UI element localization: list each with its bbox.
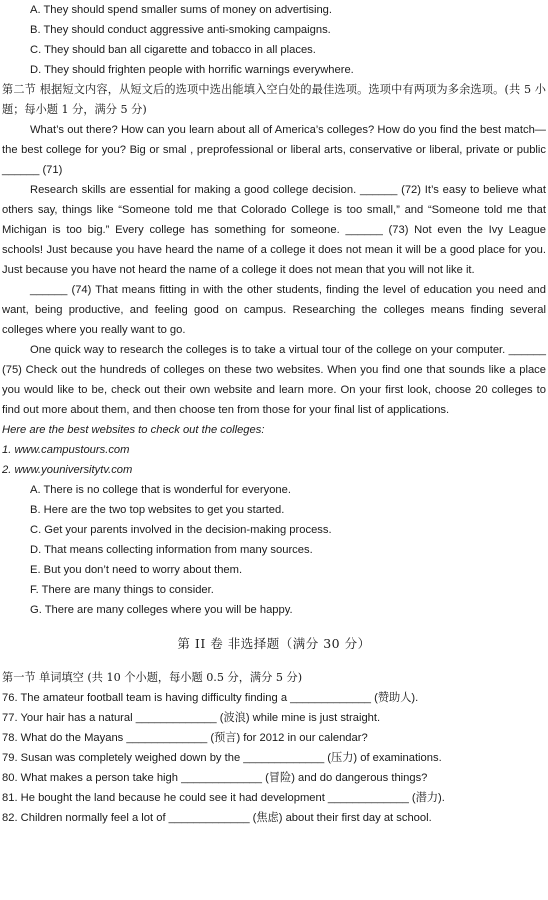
option-a: A. They should spend smaller sums of money on advertising. bbox=[30, 4, 333, 16]
websites-intro: Here are the best websites to check out the colleges: bbox=[2, 424, 265, 436]
website-2: 2. www.youniversitytv.com bbox=[2, 464, 133, 476]
passage-paragraph-4: One quick way to research the colleges is to take a virtual tour of the college on your computer. ______ (75) Check out the hundreds of colleges on these two websites. When you find one that sounds like a place you would like to be, check out their own website and learn more. On your first look, choose 20 colleges to find out more about them, and then choose ten from those for your final list of applications. bbox=[2, 344, 546, 416]
fill-item-80: 80. What makes a person take high _____________ (冒险) and do dangerous things? bbox=[2, 772, 428, 784]
section2-heading: 第二节 根据短文内容，从短文后的选项中选出能填入空白处的最佳选项。选项中有两项为多余选项。(共 5 小题；每小题 1 分，满分 5 分) bbox=[2, 83, 546, 116]
website-1: 1. www.campustours.com bbox=[2, 444, 130, 456]
passage-paragraph-1: What’s out there? How can you learn about all of America’s colleges? How do you find the best match—the best college for you? Big or smal , preprofessional or liberal arts, conservative or liberal, private or public ______ (71) bbox=[2, 124, 546, 176]
choice-a: A. There is no college that is wonderful for everyone. bbox=[30, 484, 291, 496]
option-c: C. They should ban all cigarette and tobacco in all places. bbox=[30, 44, 316, 56]
fill-item-76: 76. The amateur football team is having difficulty finding a _____________ (赞助人). bbox=[2, 692, 419, 704]
passage-paragraph-3: ______ (74) That means fitting in with the other students, finding the level of education you need and want, being productive, and feeling good on campus. Researching the colleges means finding several colleges where you really want to go. bbox=[2, 284, 546, 336]
fill-in-heading: 第一节 单词填空 (共 10 个小题，每小题 0.5 分，满分 5 分) bbox=[2, 671, 303, 684]
choice-d: D. That means collecting information from many sources. bbox=[30, 544, 313, 556]
fill-item-82: 82. Children normally feel a lot of _____________ (焦虑) about their first day at school. bbox=[2, 812, 432, 824]
choice-g: G. There are many colleges where you will be happy. bbox=[30, 604, 293, 616]
fill-in-items bbox=[2, 688, 546, 828]
choice-e: E. But you don’t need to worry about them. bbox=[30, 564, 243, 576]
reading-passage bbox=[2, 120, 546, 420]
fill-item-81: 81. He bought the land because he could see it had development _____________ (潜力). bbox=[2, 792, 445, 804]
choice-b: B. Here are the two top websites to get you started. bbox=[30, 504, 285, 516]
choice-c: C. Get your parents involved in the decision-making process. bbox=[30, 524, 332, 536]
option-d: D. They should frighten people with horrific warnings everywhere. bbox=[30, 64, 354, 76]
answer-choices bbox=[2, 480, 546, 620]
fill-item-78: 78. What do the Mayans _____________ (预言) for 2012 in our calendar? bbox=[2, 732, 368, 744]
fill-item-77: 77. Your hair has a natural _____________ (波浪) while mine is just straight. bbox=[2, 712, 381, 724]
previous-question-options bbox=[2, 0, 546, 80]
option-b: B. They should conduct aggressive anti-smoking campaigns. bbox=[30, 24, 331, 36]
passage-paragraph-2: Research skills are essential for making a good college decision. ______ (72) It’s easy to believe what others say, things like “Someone told me that Colorado College is too small,” and “Someone told me that Michigan is too big.” Every college has something for someone. ______ (73) Not even the Ivy League schools! Just because you have heard the name of a college it does not mean it will be a good place for you. Just because you have not heard the name of a college it does not mean that you will not like it. bbox=[2, 184, 546, 276]
part2-title: 第 II 卷 非选择题（满分 30 分） bbox=[177, 636, 371, 651]
choice-f: F. There are many things to consider. bbox=[30, 584, 214, 596]
fill-item-79: 79. Susan was completely weighed down by the _____________ (压力) of examinations. bbox=[2, 752, 442, 764]
